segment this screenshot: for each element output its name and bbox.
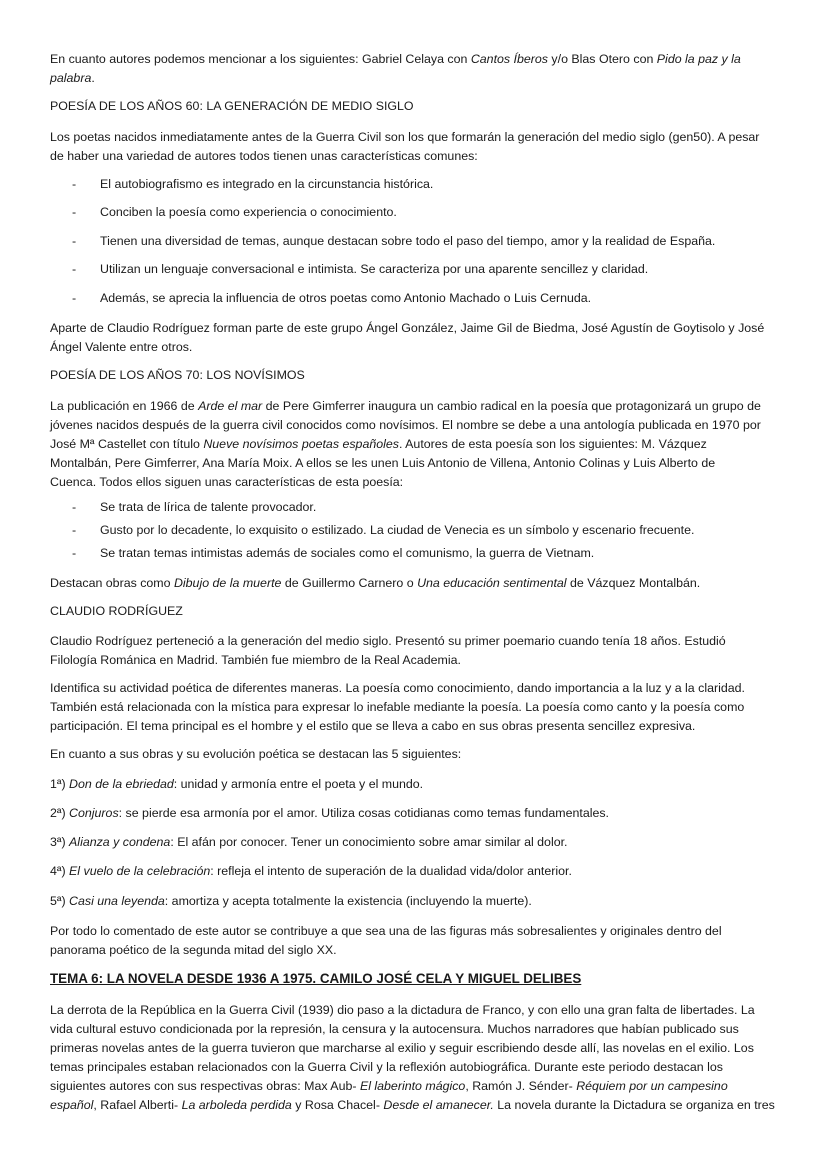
s60-paragraph-2 [50, 319, 780, 357]
tema6-heading: TEMA 6: LA NOVELA DESDE 1936 A 1975. CAMILO JOSÉ CELA Y MIGUEL DELIBES [50, 971, 582, 986]
line: Claudio Rodríguez perteneció a la generación del medio siglo. Presentó su primer poemario cuando tenía 18 años. Estudió [50, 634, 726, 648]
text: La publicación en 1966 de [50, 399, 199, 413]
line: Los poetas nacidos inmediatamente antes de la Guerra Civil son los que formarán la generación del medio siglo (gen50). A pesar [50, 130, 760, 144]
work-title: palabra [50, 71, 92, 85]
text: En cuanto autores podemos mencionar a los siguientes: Gabriel Celaya con [50, 52, 471, 66]
bullet-dash: - [72, 523, 77, 537]
bullet-dash: - [72, 291, 77, 305]
line: Filología Románica en Madrid. También fue miembro de la Real Academia. [50, 653, 461, 667]
claudio-paragraph-4 [50, 922, 780, 960]
bullet-dash: - [72, 177, 77, 191]
work-title: Don de la ebriedad [69, 777, 174, 791]
work-title: Dibujo de la muerte [173, 576, 282, 590]
text: de Guillermo Carnero o [281, 576, 418, 590]
list-item-text: Gusto por lo decadente, lo exquisito o estilizado. La ciudad de Venecia es un símbolo y escenario frecuente. [100, 523, 695, 537]
text: Montalbán, Pere Gimferrer, Ana María Moix. A ellos se les unen Luis Antonio de Villena, Antonio Colinas y Luis Alberto de [50, 456, 716, 470]
tema6-paragraph [50, 1001, 780, 1115]
line: participación. El tema principal es el hombre y el estilo que se lleva a cabo en sus obras presenta sencillez expresiva. [50, 719, 696, 733]
text: primeras novelas antes de la guerra tuvieron que marcharse al exilio y seguir escribiendo desde allí, las novelas en el exilio. Los [50, 1041, 754, 1055]
list-item-text: Conciben la poesía como experiencia o conocimiento. [100, 205, 397, 219]
work-title: Desde el amanecer. [383, 1098, 494, 1112]
work-item [50, 862, 780, 881]
text: La novela durante la Dictadura se organiza en tres [493, 1098, 775, 1112]
claudio-paragraph-2 [50, 679, 780, 736]
work-title: El laberinto mágico [359, 1079, 466, 1093]
work-description: : amortiza y acepta totalmente la existencia (incluyendo la muerte). [164, 894, 532, 908]
line: de haber una variedad de autores todos tienen unas características comunes: [50, 149, 478, 163]
text: siguientes autores con sus respectivas obras: Max Aub- [50, 1079, 360, 1093]
claudio-paragraph-1 [50, 632, 780, 670]
section-heading-claudio: CLAUDIO RODRÍGUEZ [50, 604, 183, 618]
list-item-text: El autobiografismo es integrado en la circunstancia histórica. [100, 177, 434, 191]
text: José Mª Castellet con título [50, 437, 204, 451]
work-description: : El afán por conocer. Tener un conocimiento sobre amar similar al dolor. [170, 835, 568, 849]
work-title: Alianza y condena [69, 835, 171, 849]
work-number: 4ª) [50, 864, 70, 878]
line: panorama poético de la segunda mitad del siglo XX. [50, 943, 337, 957]
s70-obras [50, 574, 780, 593]
work-title: Una educación sentimental [417, 576, 567, 590]
text: y/o Blas Otero con [547, 52, 657, 66]
work-title: Casi una leyenda [69, 894, 165, 908]
work-description: : se pierde esa armonía por el amor. Utiliza cosas cotidianas como temas fundamentales. [118, 806, 610, 820]
work-item [50, 775, 780, 794]
work-title: Nueve novísimos poetas españoles [203, 437, 399, 451]
work-title: Réquiem por un campesino [576, 1079, 728, 1093]
list-item-text: Tienen una diversidad de temas, aunque destacan sobre todo el paso del tiempo, amor y la realidad de España. [100, 234, 716, 248]
bullet-dash: - [72, 262, 77, 276]
work-item [50, 804, 780, 823]
line: Identifica su actividad poética de diferentes maneras. La poesía como conocimiento, dando importancia a la luz y a la claridad. [50, 681, 745, 695]
s60-paragraph-1 [50, 128, 780, 166]
text: temas principales estaban relacionados con la Guerra Civil y la reflexión autobiográfica. Durante este periodo destacan los [50, 1060, 723, 1074]
text: . [91, 71, 95, 85]
work-title: Arde el mar [198, 399, 263, 413]
work-title: Pido la paz y la [656, 52, 741, 66]
section-heading-70s: POESÍA DE LOS AÑOS 70: LOS NOVÍSIMOS [50, 368, 305, 382]
text: , Ramón J. Sénder- [465, 1079, 577, 1093]
work-title: El vuelo de la celebración [69, 864, 211, 878]
text: de Vázquez Montalbán. [566, 576, 701, 590]
text: , Rafael Alberti- [93, 1098, 182, 1112]
text: y Rosa Chacel- [291, 1098, 384, 1112]
line: También está relacionada con la mística para expresar lo inefable mediante la poesía. La poesía como canto y la poesía como [50, 700, 745, 714]
text: vida cultural estuvo condicionada por la represión, la censura y la autocensura. Muchos narradores que habían publicado sus [50, 1022, 739, 1036]
text: jóvenes nacidos después de la guerra civil conocidos como novísimos. El nombre se debe a una antología publicada en 1970 por [50, 418, 761, 432]
work-number: 3ª) [50, 835, 70, 849]
line: Aparte de Claudio Rodríguez forman parte de este grupo Ángel González, Jaime Gil de Biedma, José Agustín de Goytisolo y José [50, 321, 765, 335]
text: Destacan obras como [50, 576, 174, 590]
work-title: La arboleda perdida [181, 1098, 292, 1112]
work-number: 5ª) [50, 894, 70, 908]
list-item-text: Se trata de lírica de talente provocador. [100, 500, 317, 514]
line: Ángel Valente entre otros. [50, 340, 193, 354]
work-number: 1ª) [50, 777, 70, 791]
text: . Autores de esta poesía son los siguientes: M. Vázquez [398, 437, 707, 451]
work-item [50, 833, 780, 852]
bullet-dash: - [72, 546, 77, 560]
work-title: Conjuros [69, 806, 119, 820]
s70-paragraph [50, 397, 780, 492]
claudio-paragraph-3: En cuanto a sus obras y su evolución poética se destacan las 5 siguientes: [50, 747, 462, 761]
list-item-text: Se tratan temas intimistas además de sociales como el comunismo, la guerra de Vietnam. [100, 546, 595, 560]
work-number: 2ª) [50, 806, 70, 820]
work-item [50, 892, 780, 911]
work-description: : unidad y armonía entre el poeta y el mundo. [173, 777, 424, 791]
line: Por todo lo comentado de este autor se contribuye a que sea una de las figuras más sobresalientes y originales dentro del [50, 924, 722, 938]
intro-paragraph [50, 50, 780, 88]
bullet-dash: - [72, 500, 77, 514]
section-heading-60s: POESÍA DE LOS AÑOS 60: LA GENERACIÓN DE MEDIO SIGLO [50, 99, 414, 113]
text: de Pere Gimferrer inaugura un cambio radical en la poesía que protagonizará un grupo de [262, 399, 761, 413]
work-description: : refleja el intento de superación de la dualidad vida/dolor anterior. [210, 864, 572, 878]
bullet-dash: - [72, 205, 77, 219]
list-item-text: Utilizan un lenguaje conversacional e intimista. Se caracteriza por una aparente sencillez y claridad. [100, 262, 649, 276]
list-item-text: Además, se aprecia la influencia de otros poetas como Antonio Machado o Luis Cernuda. [100, 291, 592, 305]
bullet-dash: - [72, 234, 77, 248]
work-title: Cantos Íberos [470, 52, 548, 66]
text: Cuenca. Todos ellos siguen unas características de esta poesía: [50, 475, 404, 489]
work-title: español [50, 1098, 94, 1112]
text: La derrota de la República en la Guerra Civil (1939) dio paso a la dictadura de Franco, y con ello una gran falta de libertades. La [50, 1003, 755, 1017]
